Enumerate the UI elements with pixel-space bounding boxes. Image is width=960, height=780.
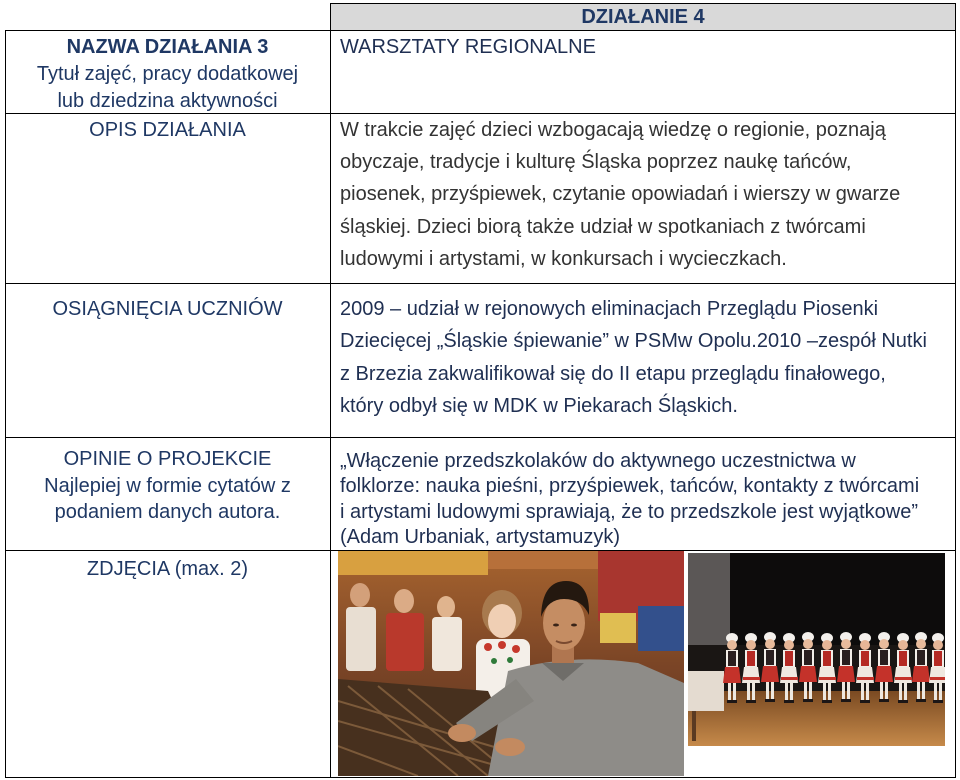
row-divider — [5, 283, 956, 284]
person-white-shirt — [432, 617, 462, 671]
description-label: OPIS DZIAŁANIA — [89, 119, 246, 141]
opinion-quote-line: folklorze: nauka pieśni, przyśpiewek, tańców, kontakty z twórcami — [340, 475, 920, 497]
blouse-flower — [498, 641, 506, 649]
achievements-label: OSIĄGNIĘCIA UCZNIÓW — [52, 298, 283, 320]
man-eye — [553, 624, 559, 627]
description-line: W trakcie zajęć dzieci wzbogacają wiedzę o regionie, poznają — [340, 119, 886, 141]
opinion-quote-line: i artystami ludowymi sprawiają, że to przedszkole jest wyjątkowe” — [340, 501, 918, 523]
description-line: obyczaje, tradycje i kulturę Śląska poprzez naukę tańców, — [340, 151, 852, 173]
table-bottom-border — [5, 777, 956, 778]
person-red-costume — [386, 613, 424, 671]
row-divider — [5, 437, 956, 438]
person-head — [394, 589, 414, 613]
name-hint-line: Tytuł zajęć, pracy dodatkowej — [36, 63, 299, 85]
photo-stage-performance — [688, 553, 945, 746]
side-wall — [688, 553, 730, 645]
opinions-label: OPINIE O PROJEKCIE — [63, 448, 272, 470]
activity-name-value: WARSZTATY REGIONALNE — [340, 36, 596, 58]
man-shirt — [488, 659, 684, 776]
description-line: śląskiej. Dzieci biorą także udział w spotkaniach z twórcami — [340, 216, 866, 238]
yellow-costume — [600, 613, 636, 643]
man-hand — [448, 724, 476, 742]
banner — [338, 551, 488, 575]
table-leg — [692, 711, 696, 741]
description-line: ludowymi i artystami, w konkursach i wycieczkach. — [340, 248, 787, 270]
photo-weaving-workshop — [338, 551, 684, 776]
blouse-leaf — [507, 657, 513, 663]
table-cloth — [688, 671, 724, 711]
man-hand — [495, 738, 525, 756]
person-head — [437, 596, 455, 618]
name-hint-line: lub dziedzina aktywności — [57, 90, 278, 112]
blue-costume — [638, 606, 684, 651]
photos-label: ZDJĘCIA (max. 2) — [86, 558, 249, 580]
activity-header-title: DZIAŁANIE 4 — [581, 6, 705, 28]
table-right-border — [955, 3, 956, 778]
column-divider — [330, 3, 331, 778]
achievements-line: 2009 – udział w rejonowych eliminacjach Przeglądu Piosenki — [340, 298, 879, 320]
blouse-flower — [484, 643, 492, 651]
blouse-flower — [512, 645, 520, 653]
description-line: piosenek, przyśpiewek, czytanie opowiadań i wierszy w gwarze — [340, 183, 901, 205]
girl-face — [488, 604, 516, 638]
achievements-line: który odbył się w MDK w Piekarach Śląskich. — [340, 395, 738, 417]
opinion-quote-line: „Włączenie przedszkolaków do aktywnego uczestnictwa w — [340, 450, 856, 472]
opinion-author: (Adam Urbaniak, artystamuzyk) — [340, 526, 621, 548]
name-label: NAZWA DZIAŁANIA 3 — [66, 36, 269, 58]
blouse-leaf — [491, 658, 497, 664]
opinions-hint-line: Najlepiej w formie cytatów z — [44, 475, 291, 497]
person-white-shirt — [346, 607, 376, 671]
activity-header-cell — [331, 4, 955, 30]
person-head — [350, 583, 370, 607]
opinions-hint-line: podaniem danych autora. — [54, 501, 281, 523]
achievements-line: z Brzezia zakwalifikował się do II etapu przeglądu finałowego, — [340, 363, 886, 385]
wall-decoration — [488, 551, 598, 569]
achievements-line: Dziecięcej „Śląskie śpiewanie” w PSMw Opolu.2010 –zespół Nutki — [340, 330, 927, 352]
row-divider — [5, 30, 956, 31]
man-eye — [571, 624, 577, 627]
